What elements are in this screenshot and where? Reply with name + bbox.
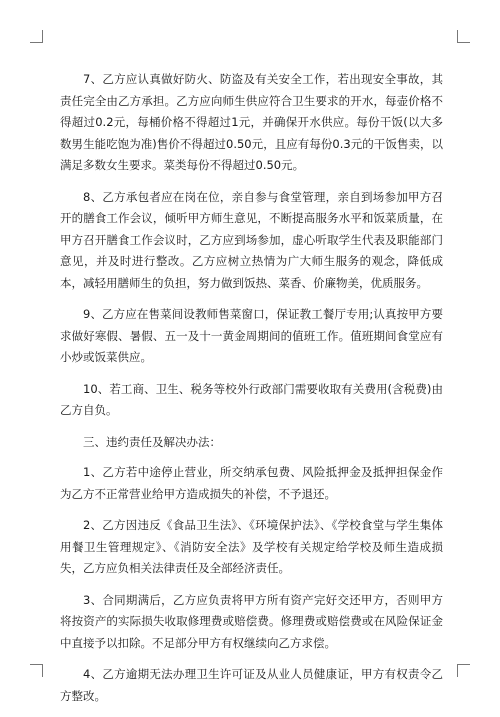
liability-clause-1-paragraph: 1、乙方若中途停止营业，所交纳承包费、风险抵押金及抵押担保金作为乙方不正常营业给甲方造成损失的补偿，不予退还。 xyxy=(60,465,443,501)
liability-clause-4-paragraph: 4、乙方逾期无法办理卫生许可证及从业人员健康证，甲方有权责令乙方整改。 xyxy=(60,667,443,703)
clause-7-paragraph: 7、乙方应认真做好防火、防盗及有关安全工作，若出现安全事故，其责任完全由乙方承担。乙方应向师生供应符合卫生要求的开水，每壶价格不得超过0.2元，每桶价格不得超过1元，并确保开水供应。每份干饭(以大多数男生能吃饱为准)售价不得超过0.50元，且应有每份0.3元的干饭售卖，以满足多数女生要求。菜类每份不得超过0.50元。 xyxy=(60,72,443,172)
section-3-heading: 三、违约责任及解决办法： xyxy=(83,434,221,449)
crop-mark-top-right xyxy=(457,30,470,43)
crop-mark-top-left xyxy=(30,30,43,43)
liability-clause-2-paragraph: 2、乙方因违反《食品卫生法》、《环境保护法》、《学校食堂与学生集体用餐卫生管理规定》、《消防安全法》及学校有关规定给学校及师生造成损失，乙方应负相关法律责任及全部经济责任。 xyxy=(60,518,443,575)
clause-8-paragraph: 8、乙方承包者应在岗在位，亲自参与食堂管理，亲自到场参加甲方召开的膳食工作会议，倾听甲方师生意见，不断提高服务水平和饭菜质量，在甲方召开膳食工作会议时，乙方应到场参加，虚心听取学生代表及职能部门意见，并及时进行整改。乙方应树立热情为广大师生服务的观念，降低成本，减轻用膳师生的负担，努力做到饭热、菜香、价廉物美，优质服务。 xyxy=(60,189,443,290)
clause-9-paragraph: 9、乙方应在售菜间设教师售菜窗口，保证教工餐厅专用;认真按甲方要求做好寒假、暑假、五一及十一黄金周期间的值班工作。值班期间食堂应有小炒或饭菜供应。 xyxy=(60,307,443,364)
crop-mark-bottom-left xyxy=(30,664,43,677)
document-body xyxy=(60,69,443,717)
liability-clause-3-paragraph: 3、合同期满后，乙方应负责将甲方所有资产完好交还甲方，否则甲方将按资产的实际损失收取修理费或赔偿费。修理费或赔偿费或在风险保证金中直接予以扣除。不足部分甲方有权继续向乙方求偿。 xyxy=(60,592,443,650)
crop-mark-bottom-right xyxy=(457,664,470,677)
clause-10-paragraph: 10、若工商、卫生、税务等校外行政部门需要收取有关费用(含税费)由乙方自负。 xyxy=(60,381,443,417)
